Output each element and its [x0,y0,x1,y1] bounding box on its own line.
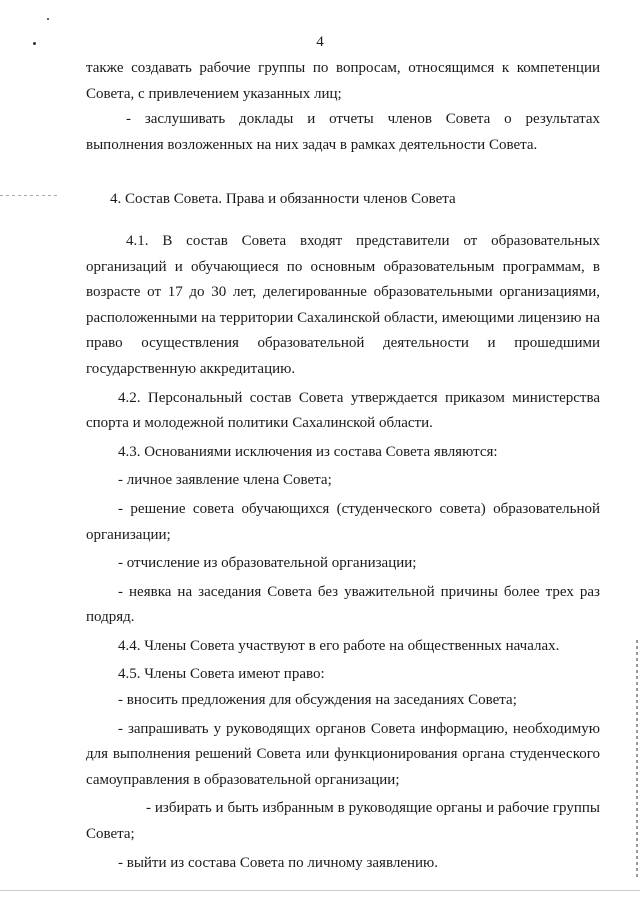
page-number: 4 [316,34,324,50]
paragraph: 4.5. Члены Совета имеют право: [118,666,325,683]
scan-artifact [0,890,640,891]
paragraph: 4.2. Персональный состав Совета утверждается приказом министерства спорта и молодежной политики Сахалинской области. [86,389,600,432]
paragraph: 4.4. Члены Совета участвуют в его работе на общественных началах. [118,637,560,654]
document-body [86,56,600,876]
scan-mark [47,18,49,20]
paragraph: 4.3. Основаниями исключения из состава Совета являются: [118,443,498,460]
list-item: - решение совета обучающихся (студенческого совета) образовательной организации; [86,500,600,543]
scan-edge [636,640,638,880]
list-item: - отчисление из образовательной организации; [118,555,417,572]
paragraph: также создавать рабочие группы по вопросам, относящимся к компетенции Совета, с привлечением указанных лиц; [86,60,600,102]
scan-artifact [0,195,60,196]
section-heading: 4. Состав Совета. Права и обязанности членов Совета [110,191,456,208]
paragraph: 4.1. В состав Совета входят представители от образовательных организаций и обучающиеся по основным образовательным программам, в возрасте от 17 до 30 лет, делегированные образовательными организациями, расположенными на территории Сахалинской области, имеющими лицензию на право осуществления образовательной деятельности и прошедшими государственную аккредитацию. [86,232,600,377]
list-item: - вносить предложения для обсуждения на заседаниях Совета; [118,692,517,709]
list-item: - запрашивать у руководящих органов Совета информацию, необходимую для выполнения решений Совета или функционирования органа студенческого самоуправления в образовательной организации; [86,720,600,788]
list-item: - выйти из состава Совета по личному заявлению. [118,854,438,871]
list-item: - избирать и быть избранным в руководящие органы и рабочие группы Совета; [86,800,600,843]
list-item: - личное заявление члена Совета; [118,472,332,489]
list-item: - заслушивать доклады и отчеты членов Совета о результатах выполнения возложенных на них задач в рамках деятельности Совета. [86,111,600,153]
list-item: - неявка на заседания Совета без уважительной причины более трех раз подряд. [86,583,600,626]
